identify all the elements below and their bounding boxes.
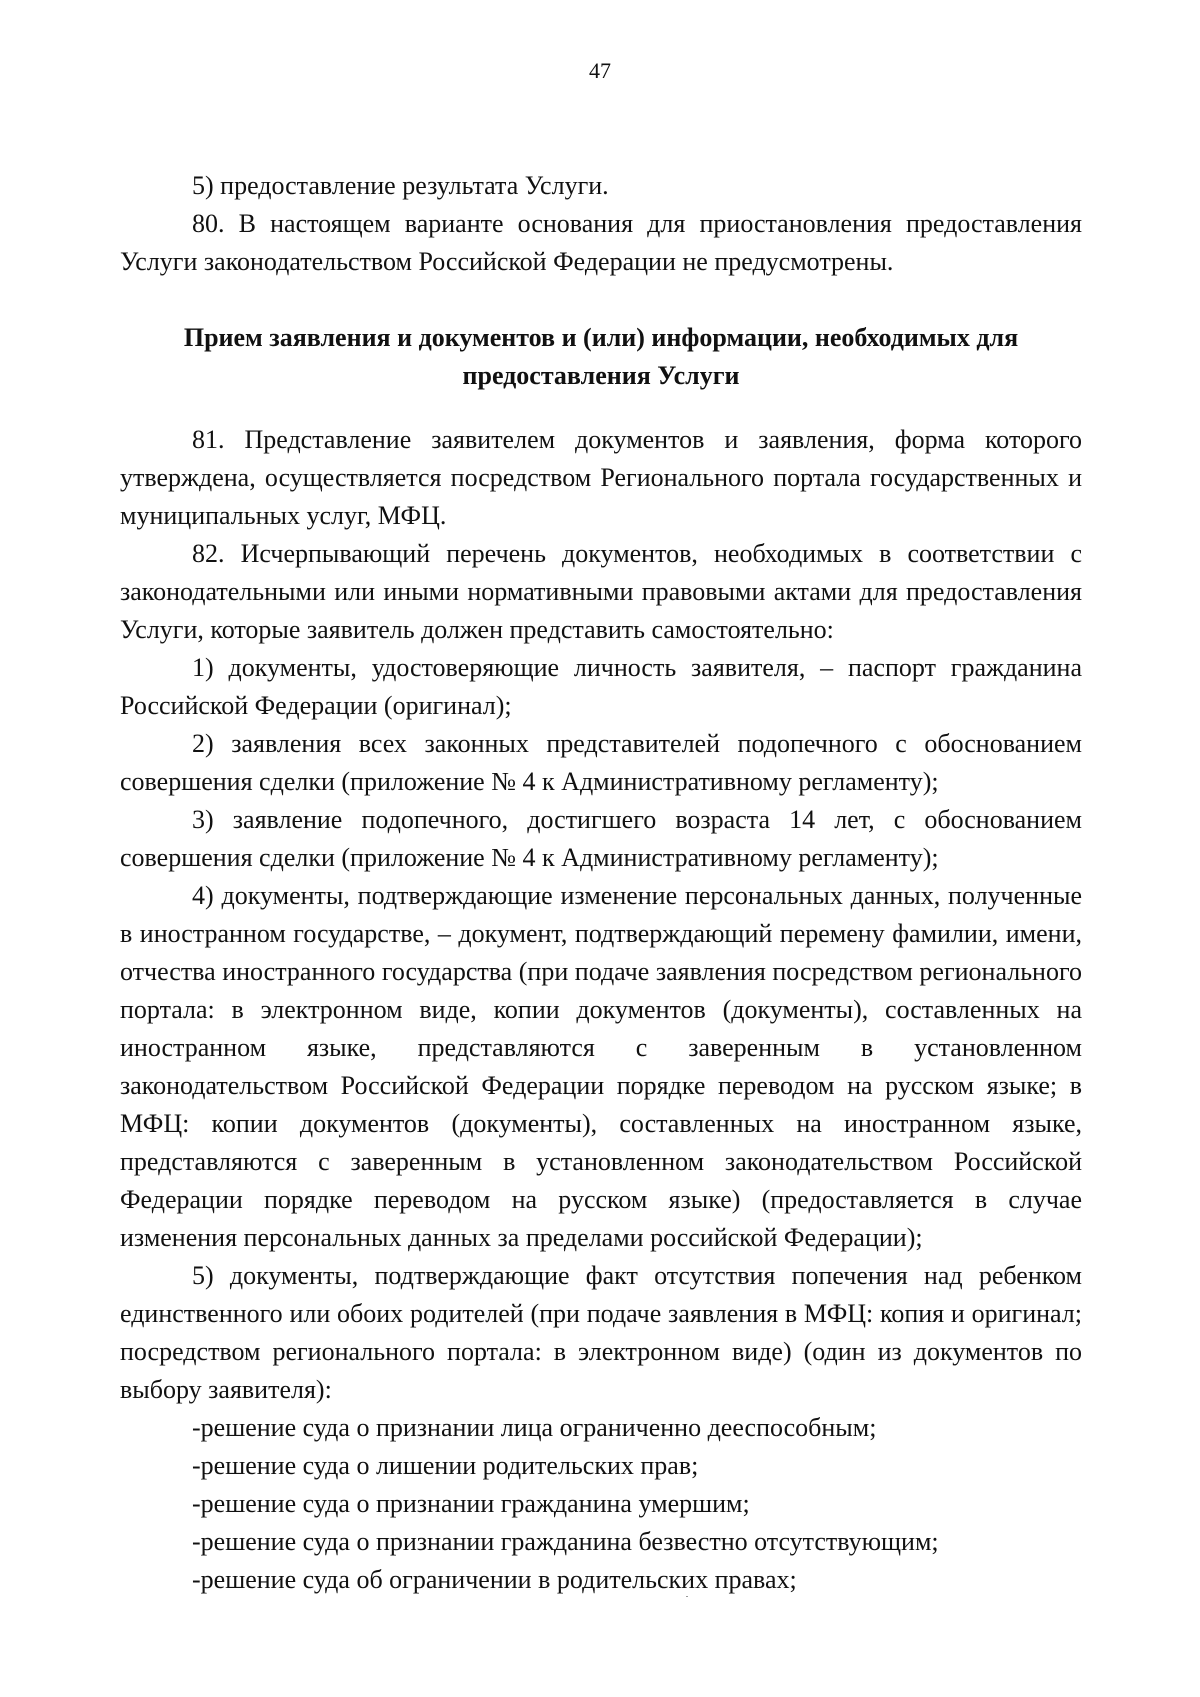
page-number: 47 [589, 58, 611, 83]
document-body [120, 167, 1082, 1599]
paragraph-82-item-1: 1) документы, удостоверяющие личность заявителя, – паспорт гражданина Российской Федерации (оригинал); [120, 653, 1082, 720]
paragraph-result-item: 5) предоставление результата Услуги. [192, 171, 609, 200]
paragraph-82-item-2: 2) заявления всех законных представителей подопечного с обоснованием совершения сделки (приложение № 4 к Административному регламенту); [120, 729, 1082, 796]
paragraph-82-item-4: 4) документы, подтверждающие изменение персональных данных, полученные в иностранном государстве, – документ, подтверждающий перемену фамилии, имени, отчества иностранного государства (при подаче заявления посредством регионального портала: в электронном виде, копии документов (документы), составленных на иностранном языке, представляются с заверенным в установленном законодательством Российской Федерации порядке переводом на русском языке; в МФЦ: копии документов (документы), составленных на иностранном языке, представляются с заверенным в установленном законодательством Российской Федерации порядке переводом на русском языке) (предоставляется в случае изменения персональных данных за пределами российской Федерации); [120, 881, 1082, 1252]
list-item: -решение суда о лишении родительских прав; [192, 1451, 699, 1480]
paragraph-82-item-5: 5) документы, подтверждающие факт отсутствия попечения над ребенком единственного или обоих родителей (при подаче заявления в МФЦ: копия и оригинал; посредством регионального портала: в электронном виде) (один из документов по выбору заявителя): [120, 1261, 1082, 1404]
list-item: -решение суда о признании гражданина безвестно отсутствующим; [192, 1527, 939, 1556]
scan-speck [686, 1596, 688, 1597]
list-item: -решение суда о признании гражданина умершим; [192, 1489, 750, 1518]
section-heading: Прием заявления и документов и (или) информации, необходимых для предоставления Услуги [183, 323, 1019, 390]
paragraph-82: 82. Исчерпывающий перечень документов, необходимых в соответствии с законодательными или иными нормативными правовыми актами для предоставления Услуги, которые заявитель должен представить самостоятельно: [120, 539, 1082, 644]
paragraph-82-item-3: 3) заявление подопечного, достигшего возраста 14 лет, с обоснованием совершения сделки (приложение № 4 к Административному регламенту); [120, 805, 1082, 872]
list-item: -решение суда об ограничении в родительских правах; [192, 1565, 797, 1594]
list-item: -решение суда о признании лица ограниченно дееспособным; [192, 1413, 877, 1442]
paragraph-80: 80. В настоящем варианте основания для приостановления предоставления Услуги законодательством Российской Федерации не предусмотрены. [120, 209, 1082, 276]
paragraph-81: 81. Представление заявителем документов и заявления, форма которого утверждена, осуществляется посредством Регионального портала государственных и муниципальных услуг, МФЦ. [120, 425, 1082, 530]
